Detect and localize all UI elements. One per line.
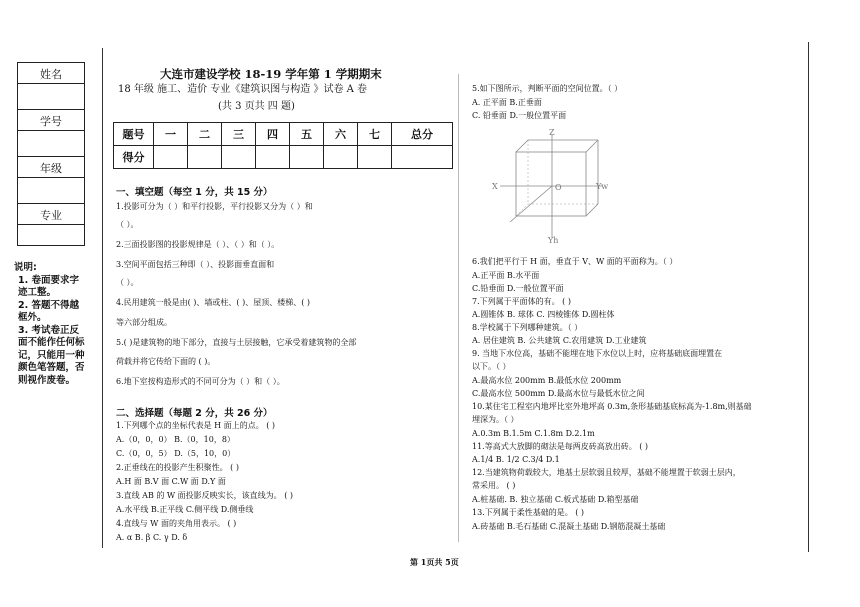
question-line: 10.某住宅工程室内地坪比室外地坪高 0.3m,条形基础基底标高为-1.8m,则基础 (472, 402, 752, 411)
question-line: 荷载并将它传给下面的 ( )。 (116, 357, 216, 366)
question-line: 11.等高式大放脚的砌法是每两皮砖高放出砖。 ( ) (472, 442, 649, 451)
table-cell: 三 (222, 123, 256, 146)
axis-label-yw: Yw (596, 182, 609, 191)
score-table-score-row (114, 146, 453, 169)
question-line: 4.民用建筑一般是由( )、墙或柱、( )、屋顶、楼梯、( ) (116, 298, 310, 307)
question-line: 2.三面投影图的投影规律是（ ）、（ ）和（ ）。 (116, 240, 280, 249)
grade-label-row (18, 157, 84, 178)
option-line: A.砖基础 B.毛石基础 C.混凝土基础 D.钢筋混凝土基础 (472, 522, 666, 531)
instruction-item: 1. 卷面要求字迹工整。 (18, 274, 80, 298)
option-line: A.（0，0，0） B.（0，10，8） (116, 435, 235, 444)
option-line: A. 正平面 B.正垂面 (472, 98, 542, 107)
option-line: A.H 面 B.V 面 C.W 面 D.Y 面 (116, 477, 226, 486)
table-cell: 总分 (392, 123, 453, 146)
instruction-item: 2. 答题不得越框外。 (18, 299, 80, 323)
question-line: 1.投影可分为（ ）和平行投影，平行投影又分为（ ）和 (116, 202, 313, 211)
student-info-box (17, 62, 85, 246)
question-line: 以下。（ ） (472, 362, 511, 371)
question-line: 8.学校属于下列哪种建筑。（ ） (472, 323, 583, 332)
section-2-heading: 二、选择题（每题 2 分，共 26 分） (116, 408, 273, 419)
score-cell[interactable] (392, 146, 453, 169)
grade-label: 年级 (40, 162, 62, 175)
axis-label-yh: Yh (548, 236, 559, 245)
score-cell[interactable] (188, 146, 222, 169)
student-id-label-row (18, 110, 84, 131)
exam-subtitle: 18 年级 施工、造价 专业《建筑识图与构造 》试卷 A 卷 (118, 84, 368, 95)
question-line: 等六部分组成。 (116, 318, 172, 327)
question-line: 4.直线与 W 面的夹角用表示。 ( ) (116, 519, 237, 528)
instructions-title: 说明: (14, 262, 37, 273)
grade-field[interactable] (18, 178, 84, 204)
question-line: 6.我们把平行于 H 面，垂直于 V、W 面的平面称为。（ ） (472, 257, 678, 266)
name-label: 姓名 (40, 68, 62, 81)
question-line: 5.如下图所示，判断平面的空间位置。（ ） (472, 84, 623, 93)
table-cell: 得分 (114, 146, 154, 169)
question-line: 2.正垂线在的投影产生积聚性。 ( ) (116, 463, 239, 472)
question-line: 7.下列属于平面体的有。 ( ) (472, 297, 571, 306)
page-number: 第 1页共 5页 (410, 557, 459, 567)
option-line: A.1/4 B. 1/2 C.3/4 D.1 (472, 455, 560, 464)
name-field[interactable] (18, 84, 84, 110)
question-line: 3.空间平面包括三种即（ ）、投影面垂直面和 (116, 260, 275, 269)
table-cell: 二 (188, 123, 222, 146)
exam-pages: (共 3 页共 四 题) (218, 101, 295, 112)
option-line: A.最高水位 200mm B.最低水位 200mm (472, 376, 622, 385)
score-cell[interactable] (358, 146, 392, 169)
option-line: C. 铅垂面 D.一般位置平面 (472, 111, 567, 120)
student-id-label: 学号 (40, 115, 62, 128)
question-line: （ ）。 (116, 220, 139, 229)
score-cell[interactable] (256, 146, 290, 169)
axis-label-x: X (492, 182, 498, 191)
option-line: C.最高水位 500mm D.最高水位与最低水位之间 (472, 389, 645, 398)
question-line: （ ）。 (116, 278, 139, 287)
question-line: 5.( )是建筑物的地下部分，直接与土层接触，它承受着建筑物的全部 (116, 338, 357, 347)
score-table (113, 122, 453, 169)
question-line: 6.地下室按构造形式的不同可分为（ ）和（ ）。 (116, 377, 285, 386)
option-line: A. α B. β C. γ D. δ (116, 533, 188, 542)
student-id-field[interactable] (18, 131, 84, 157)
question-line: 9. 当地下水位高，基础不能埋在地下水位以上时，应将基础底面埋置在 (472, 349, 723, 358)
option-line: A.0.3m B.1.5m C.1.8m D.2.1m (472, 429, 595, 438)
axis-label-origin: O (555, 183, 562, 192)
question-line: 1.下列哪个点的坐标代表是 H 面上的点。 ( ) (116, 421, 276, 430)
major-label-row (18, 204, 84, 225)
table-cell: 五 (290, 123, 324, 146)
score-cell[interactable] (222, 146, 256, 169)
major-field[interactable] (18, 225, 84, 245)
option-line: A.正平面 B.水平面 (472, 271, 540, 280)
instruction-item: 3. 考试卷正反面不能作任何标记，只能用一种颜色笔答题，否则视作废卷。 (18, 324, 85, 386)
question-line: 3.直线 AB 的 W 面投影反映实长，该直线为。 ( ) (116, 491, 294, 500)
score-cell[interactable] (154, 146, 188, 169)
instructions-note (14, 262, 86, 387)
table-cell: 题号 (114, 123, 154, 146)
score-cell[interactable] (290, 146, 324, 169)
option-line: A. 居住建筑 B. 公共建筑 C.农用建筑 D.工业建筑 (472, 336, 647, 345)
page-border-right (808, 42, 809, 552)
exam-title: 大连市建设学校 18-19 学年第 1 学期期末 (160, 67, 382, 81)
table-cell: 四 (256, 123, 290, 146)
binding-line (102, 48, 103, 548)
question-line: 常采用。 ( ) (472, 481, 516, 490)
table-cell: 七 (358, 123, 392, 146)
option-line: A.水平线 B.正平线 C.侧平线 D.侧垂线 (116, 505, 254, 514)
option-line: A.桩基础. B. 独立基础 C.板式基础 D.箱型基础 (472, 495, 639, 504)
option-line: A.圆锥体 B. 球体 C. 四棱锥体 D.圆柱体 (472, 310, 615, 319)
column-divider (458, 74, 459, 542)
axis-label-z: Z (549, 128, 555, 137)
option-line: C.铅垂面 D.一般位置平面 (472, 284, 564, 293)
major-label: 专业 (40, 209, 62, 222)
question-line: 13.下列属于柔性基础的是。 ( ) (472, 508, 585, 517)
table-cell: 一 (154, 123, 188, 146)
table-cell: 六 (324, 123, 358, 146)
option-line: C.（0，0，5） D.（5，10，0） (116, 449, 236, 458)
question-line: 12.当建筑物荷载较大，地基土层软弱且较厚，基础不能埋置于软弱土层内， (472, 468, 741, 477)
score-cell[interactable] (324, 146, 358, 169)
score-table-header-row (114, 123, 453, 146)
section-1-heading: 一、填空题（每空 1 分，共 15 分） (116, 187, 273, 198)
question-line: 埋深为。（ ） (472, 415, 519, 424)
name-label-row (18, 63, 84, 84)
